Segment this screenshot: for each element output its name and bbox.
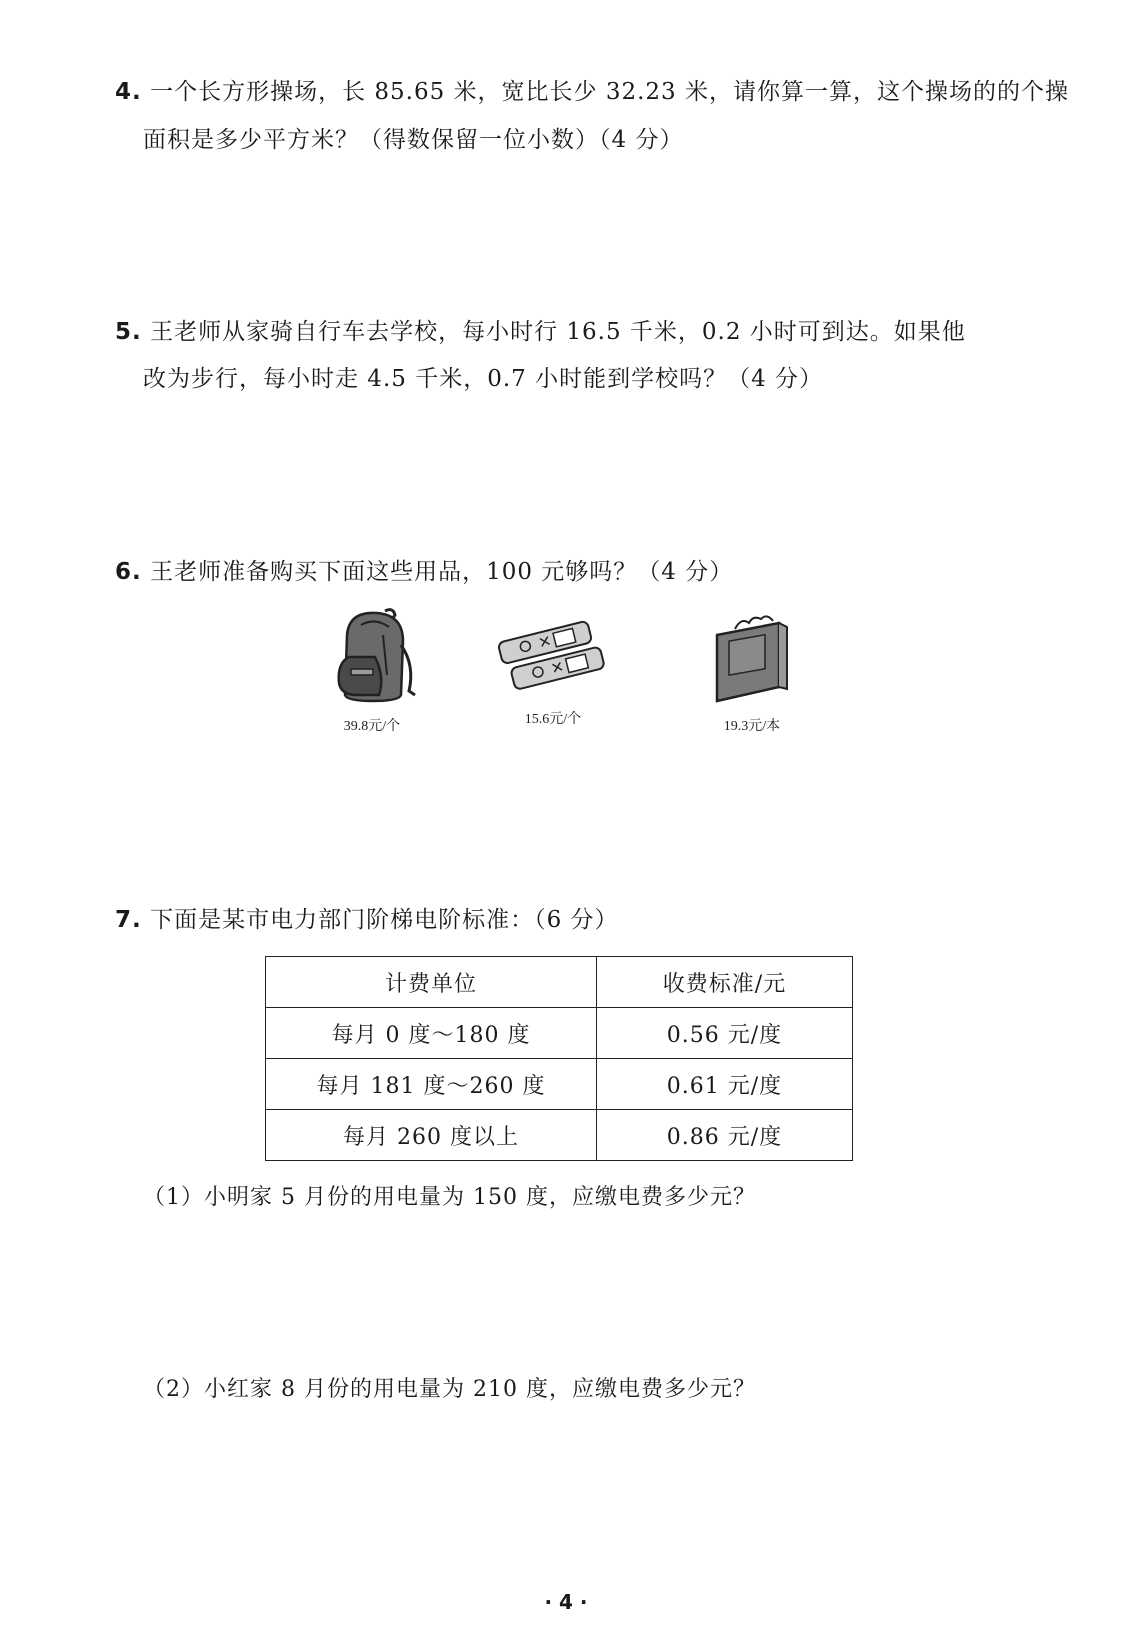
- q7-sub-question-1: （1）小明家 5 月份的用电量为 150 度，应缴电费多少元？: [143, 1185, 756, 1210]
- item-pencil-case: [473, 618, 633, 728]
- backpack-icon: [327, 605, 417, 705]
- table-header-rate: 收费标准/元: [597, 957, 853, 1008]
- table-row: [266, 1110, 853, 1161]
- electricity-rate-table: [265, 956, 853, 1161]
- table-cell: 每月 181 度～260 度: [266, 1059, 597, 1110]
- q4-text-2: 面积是多少平方米？（得数保留一位小数）（4 分）: [143, 127, 684, 153]
- book-icon: [707, 615, 797, 705]
- table-cell: 0.86 元/度: [597, 1110, 853, 1161]
- q6-text-1: 王老师准备购买下面这些用品，100 元够吗？（4 分）: [150, 559, 734, 585]
- item-book: [672, 615, 832, 735]
- table-cell: 每月 0 度～180 度: [266, 1008, 597, 1059]
- q7-line1: [115, 905, 619, 935]
- q4-line1: [115, 77, 1069, 107]
- table-header-row: [266, 957, 853, 1008]
- q5-number: 5.: [115, 319, 142, 345]
- q7-number: 7.: [115, 907, 142, 933]
- table-cell: 每月 260 度以上: [266, 1110, 597, 1161]
- q7-sub-question-2: （2）小红家 8 月份的用电量为 210 度，应缴电费多少元？: [143, 1377, 756, 1402]
- q4-number: 4.: [115, 79, 142, 105]
- pencil-case-icon: [493, 618, 613, 698]
- table-row: [266, 1008, 853, 1059]
- table-cell: 0.56 元/度: [597, 1008, 853, 1059]
- table-header-unit: 计费单位: [266, 957, 597, 1008]
- pencil-case-price: 15.6元/个: [524, 712, 582, 727]
- q4-text-1: 一个长方形操场，长 85.65 米，宽比长少 32.23 米，请你算一算，这个操场的的个操: [150, 79, 1069, 105]
- book-price: 19.3元/本: [723, 719, 781, 734]
- table-cell: 0.61 元/度: [597, 1059, 853, 1110]
- q6-number: 6.: [115, 559, 142, 585]
- q7-text-1: 下面是某市电力部门阶梯电阶标准：（6 分）: [150, 907, 619, 933]
- table-row: [266, 1059, 853, 1110]
- q5-text-2: 改为步行，每小时走 4.5 千米，0.7 小时能到学校吗？（4 分）: [143, 366, 824, 392]
- q5-text-1: 王老师从家骑自行车去学校，每小时行 16.5 千米，0.2 小时可到达。如果他: [150, 319, 966, 345]
- page-number: · 4 ·: [544, 1590, 588, 1614]
- q5-line1: [115, 317, 966, 347]
- q6-line1: [115, 557, 733, 587]
- backpack-price: 39.8元/个: [343, 719, 401, 734]
- item-backpack: [292, 605, 452, 735]
